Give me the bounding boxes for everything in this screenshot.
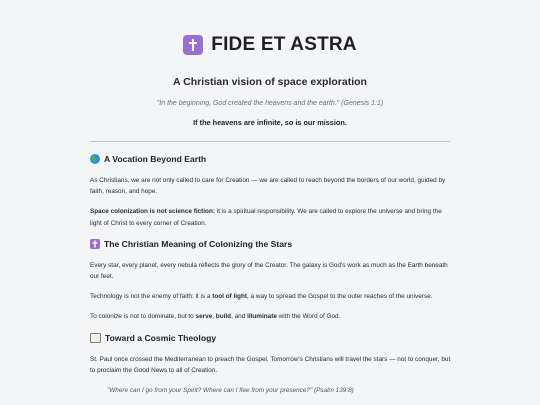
section-heading-vocation — [90, 154, 452, 164]
paragraph-text: To colonize is not to dominate, but to — [90, 313, 196, 321]
cross-icon — [90, 239, 100, 249]
bold-text: serve — [195, 313, 213, 321]
globe-icon — [90, 154, 100, 164]
paragraph-text: Technology is not the enemy of faith: it is a — [90, 293, 213, 301]
section-heading-meaning — [90, 239, 452, 249]
paragraph: Every star, every planet, every nebula reflects the glory of the Creator. The galaxy is God's work as much as the Earth beneath our feet. — [90, 261, 448, 281]
paragraph: St. Paul once crossed the Mediterranean to preach the Gospel. Tomorrow's Christians will travel the stars — not to conquer, but to proclaim the Good News to all of Creation. — [90, 355, 451, 374]
bold-text: Space colonization is not science fiction: — [90, 208, 215, 216]
main-content — [90, 154, 452, 396]
paragraph-text: , a way to spread the Gospel to the outer reaches of the universe. — [246, 293, 433, 301]
book-icon — [90, 333, 101, 343]
header-motto: If the heavens are infinite, so is our mission. — [193, 118, 347, 127]
section-heading-text: Toward a Cosmic Theology — [105, 332, 217, 343]
bold-text: tool of light — [212, 293, 247, 301]
paragraph — [90, 291, 452, 302]
paragraph: As Christians, we are not only called to care for Creation — we are called to reach beyond the borders of our world, guided by faith, reason, and hope. — [90, 177, 446, 196]
paragraph-text: with the Word of God. — [276, 313, 341, 321]
section-heading-theology — [90, 333, 452, 343]
divider — [90, 141, 450, 142]
paragraph-text: , — [212, 313, 216, 321]
paragraph-text: it is a spiritual responsibility. We are called to explore the universe and bring the light of Christ to every corner of Creation. — [90, 208, 442, 227]
site-title — [0, 34, 540, 56]
bold-text: illuminate — [247, 313, 277, 321]
paragraph-text: , and — [231, 313, 248, 321]
bold-text: build — [215, 313, 232, 321]
section-heading-text: A Vocation Beyond Earth — [104, 154, 207, 164]
paragraph — [90, 206, 452, 228]
site-title-text: FIDE ET ASTRA — [211, 34, 357, 55]
paragraph — [90, 311, 452, 322]
cross-icon — [183, 35, 203, 55]
site-subtitle: A Christian vision of space exploration — [173, 76, 367, 88]
section-heading-text: The Christian Meaning of Colonizing the Stars — [104, 238, 293, 249]
header-verse: "In the beginning, God created the heavens and the earth." (Genesis 1:1) — [156, 100, 384, 107]
scripture-quote: "Where can I go from your Spirit? Where can I flee from your presence?" (Psalm 139:8) — [107, 387, 354, 395]
